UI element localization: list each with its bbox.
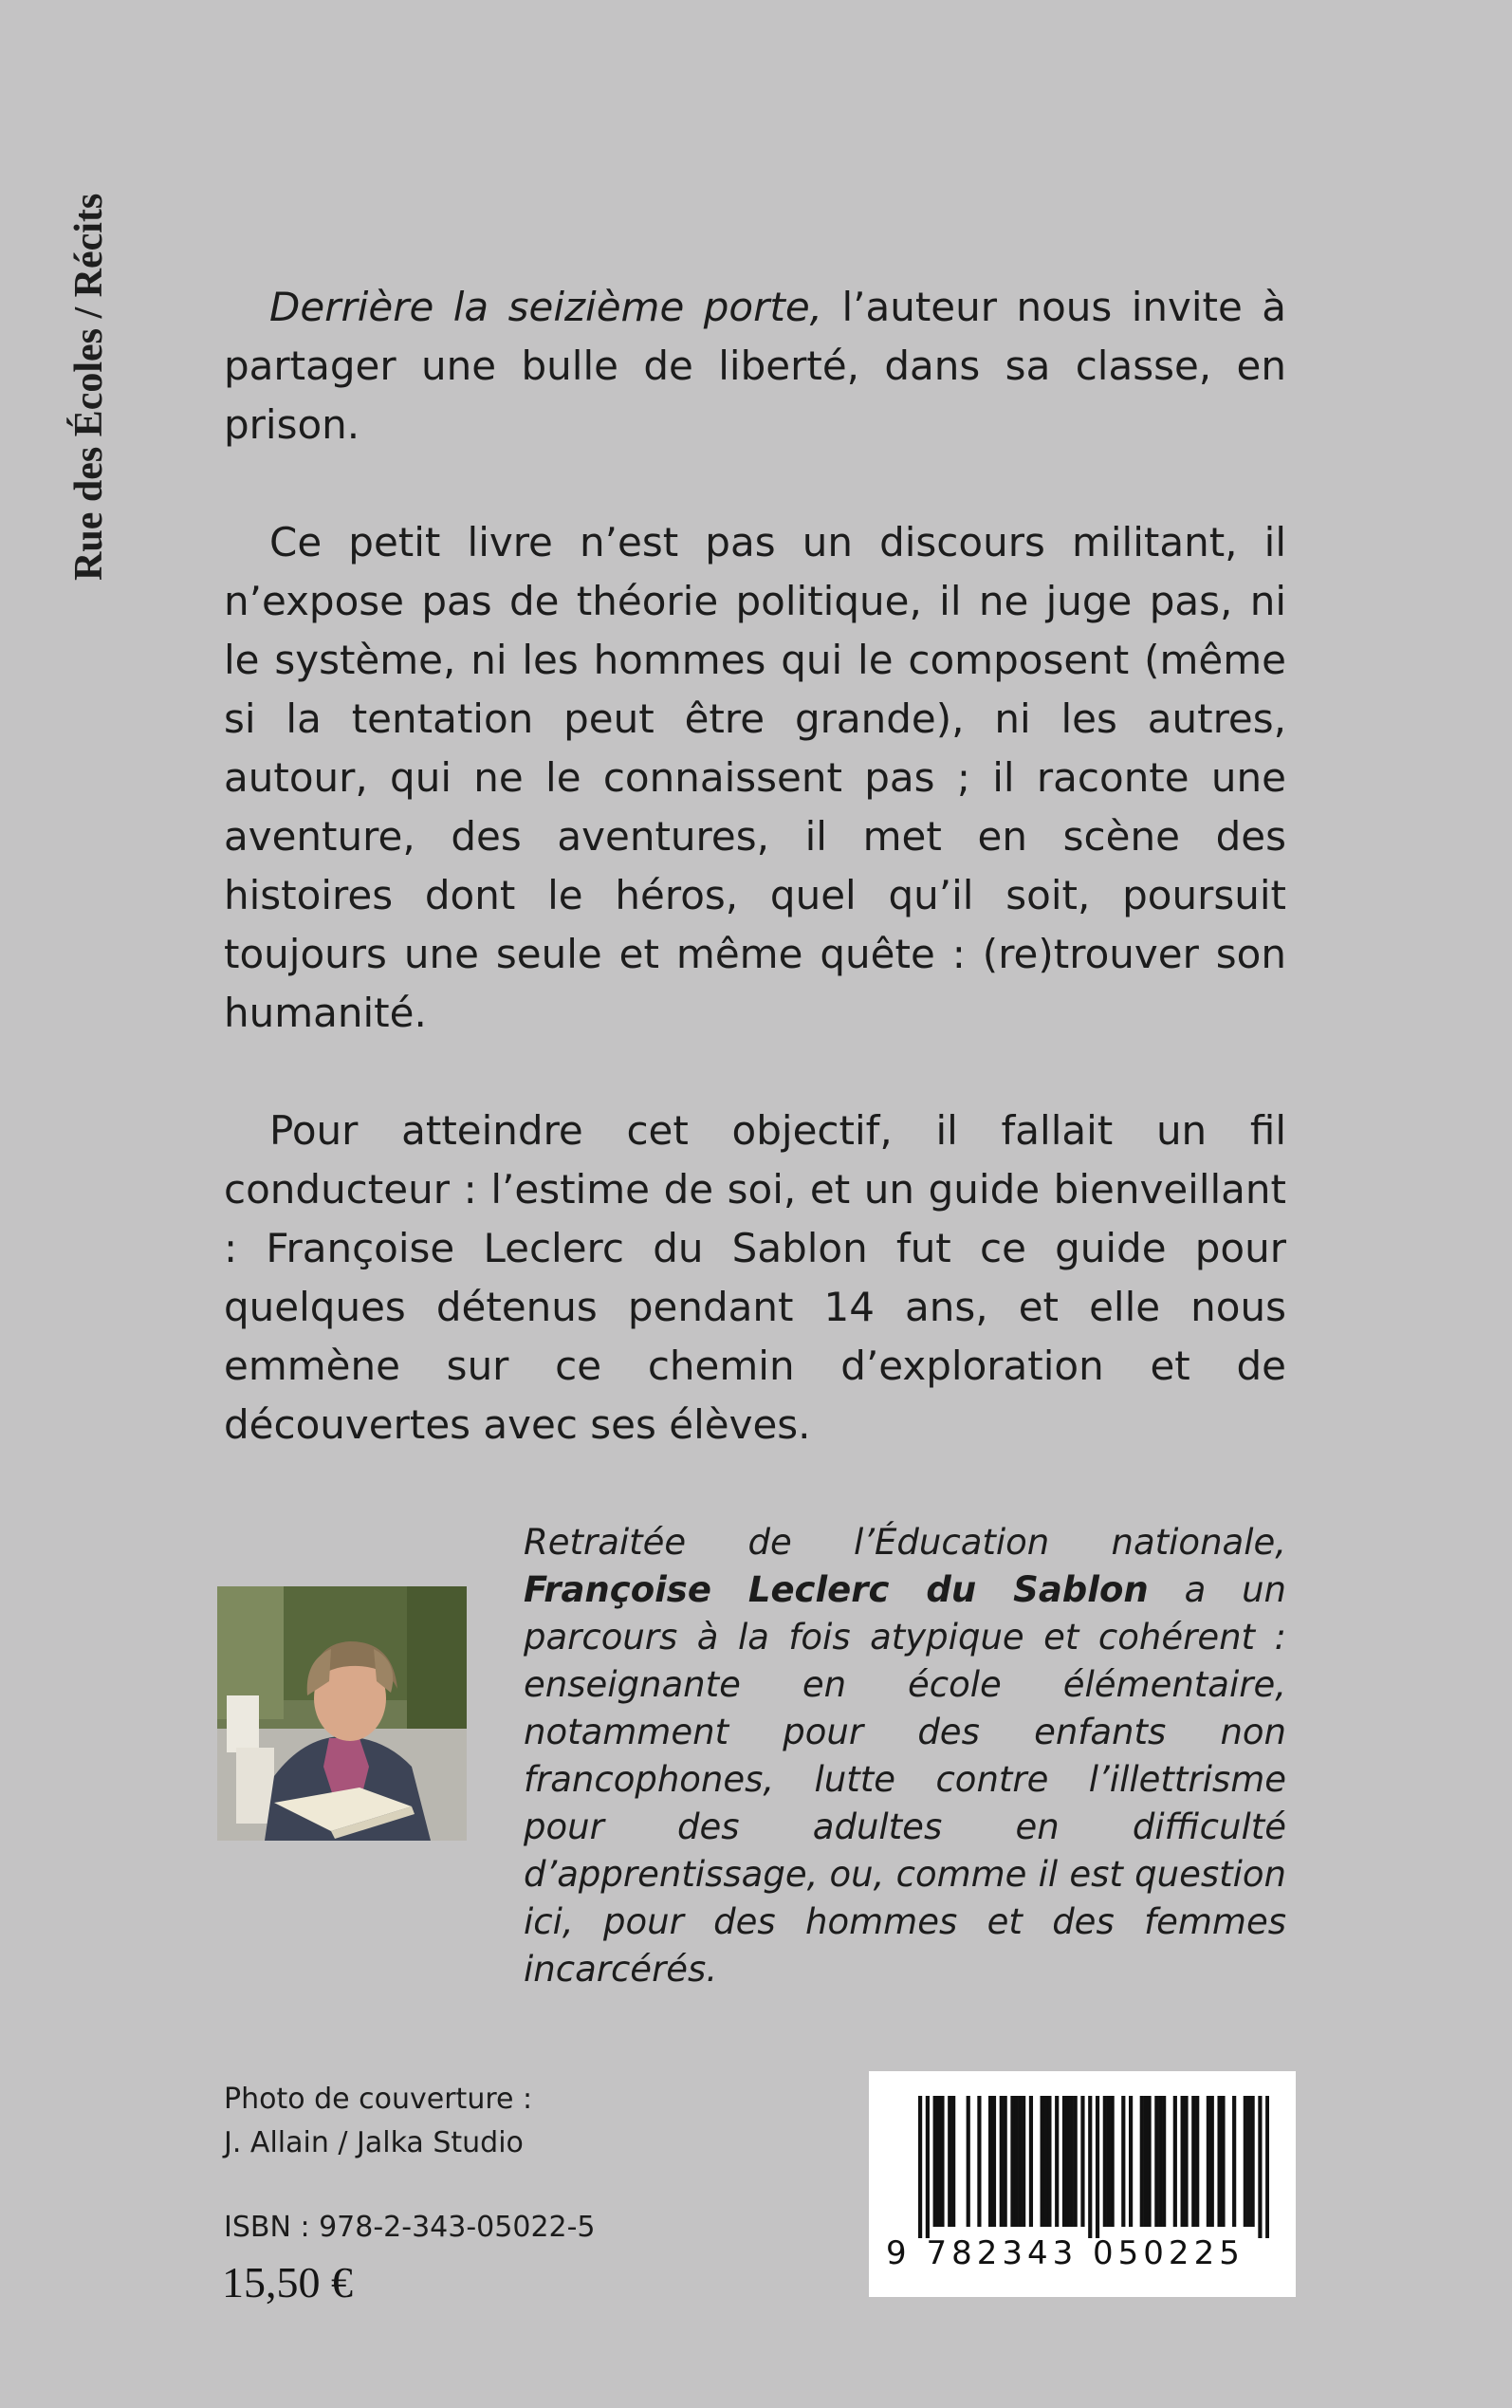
barcode-bar [1088,2096,1092,2238]
barcode-bar [1000,2096,1004,2227]
barcode-bar [1162,2096,1166,2227]
barcode-bar [1121,2096,1125,2227]
barcode-bar [992,2096,996,2227]
photo-credits-value: J. Allain / Jalka Studio [224,2126,524,2159]
barcode-bar [1043,2096,1047,2227]
barcode-bar [1140,2096,1144,2227]
photo-credits [224,2078,532,2165]
barcode-bar [1103,2096,1107,2227]
barcode-bar [951,2096,955,2227]
barcode-bar [1107,2096,1111,2227]
back-cover-blurb [224,278,1286,1513]
barcode-bar [1158,2096,1162,2227]
bio-intro: Retraitée de l’Éducation nationale, [524,1522,1286,1563]
barcode-bar [1070,2096,1074,2227]
blurb-paragraph-3: Pour atteindre cet objectif, il fallait un fil conducteur : l’estime de soi, et un guide bienveillant : Françoise Leclerc du Sablon fut ce guide pour quelques détenus pendant 14 ans, et elle nous emmène sur ce chemin d’exploration et de découvertes avec ses élèves. [224,1107,1286,1448]
barcode-bar [940,2096,944,2227]
barcode-bar [1173,2096,1177,2227]
barcode-bar [1191,2096,1195,2227]
barcode-bar [1184,2096,1188,2227]
barcode-bar [1247,2096,1251,2227]
author-photo [217,1586,467,1841]
barcode-bar [1055,2096,1059,2227]
barcode-bar [1221,2096,1225,2227]
barcode-bar [1244,2096,1247,2227]
barcode [869,2071,1296,2297]
barcode-bar [1096,2096,1099,2238]
barcode-bar [1210,2096,1214,2227]
barcode-bar [926,2096,930,2238]
barcode-bar [1129,2096,1133,2227]
barcode-bar [1010,2096,1014,2227]
barcode-bar [1004,2096,1007,2227]
blurb-paragraph-1 [224,278,1286,454]
barcode-bar [988,2096,992,2227]
barcode-bar [1041,2096,1044,2227]
barcode-bar [1147,2096,1151,2227]
barcode-bar [918,2096,922,2238]
barcode-bar [1018,2096,1022,2227]
isbn: ISBN : 978-2-343-05022-5 [224,2211,596,2244]
barcode-bar [1074,2096,1078,2227]
barcode-bar [936,2096,940,2227]
barcode-bars [918,2096,1269,2238]
barcode-bar [1251,2096,1255,2227]
barcode-bar [1195,2096,1199,2227]
barcode-bar [1062,2096,1066,2227]
blurb-paragraph-2: Ce petit livre n’est pas un discours militant, il n’expose pas de théorie politique, il ne juge pas, ni le système, ni les hommes qui le composent (même si la tentation peut être grande), ni les autres, autour, qui ne le connaissent pas ; il raconte une aventure, des aventures, il met en scène des histoires dont le héros, quel qu’il soit, poursuit toujours une seule et même quête : (re)trouver son humanité. [224,519,1286,1036]
barcode-bar [967,2096,970,2227]
spine-collection-title: Rue des Écoles / Récits [67,193,111,581]
barcode-bar [1207,2096,1210,2227]
barcode-bar [1022,2096,1025,2227]
bio-text: a un parcours à la fois atypique et cohérent : enseignante en école élémentaire, notamment pour des enfants non francophones, lutte contre l’illettrisme pour des adultes en difficulté d’apprentissage, ou, comme il est question ici, pour des hommes et des femmes incarcérés. [524,1569,1286,1990]
barcode-bar [948,2096,951,2227]
barcode-bar [1154,2096,1158,2227]
book-title-italic: Derrière la seizième porte, [269,284,823,330]
barcode-bar [933,2096,937,2227]
photo-credits-label: Photo de couverture : [224,2083,533,2116]
blurb-paragraph-1-text: l’auteur nous invite à partager une bulle de liberté, dans sa classe, en prison. [224,284,1286,448]
barcode-bar [1080,2096,1084,2227]
barcode-bar [1232,2096,1236,2227]
author-biography [524,1519,1286,1993]
barcode-bar [1029,2096,1033,2227]
barcode-bar [1144,2096,1148,2227]
barcode-bar [1181,2096,1185,2227]
barcode-bar [1014,2096,1018,2227]
barcode-bar [1047,2096,1051,2227]
author-name: Françoise Leclerc du Sablon [524,1569,1149,1610]
barcode-bar [977,2096,981,2227]
barcode-digits: 9 782343 050225 [886,2234,1245,2272]
price: 15,50 € [222,2258,353,2306]
barcode-bar [1217,2096,1221,2227]
barcode-bar [1258,2096,1262,2238]
barcode-bar [1066,2096,1070,2227]
barcode-bar [1111,2096,1115,2227]
barcode-bar [1265,2096,1269,2238]
